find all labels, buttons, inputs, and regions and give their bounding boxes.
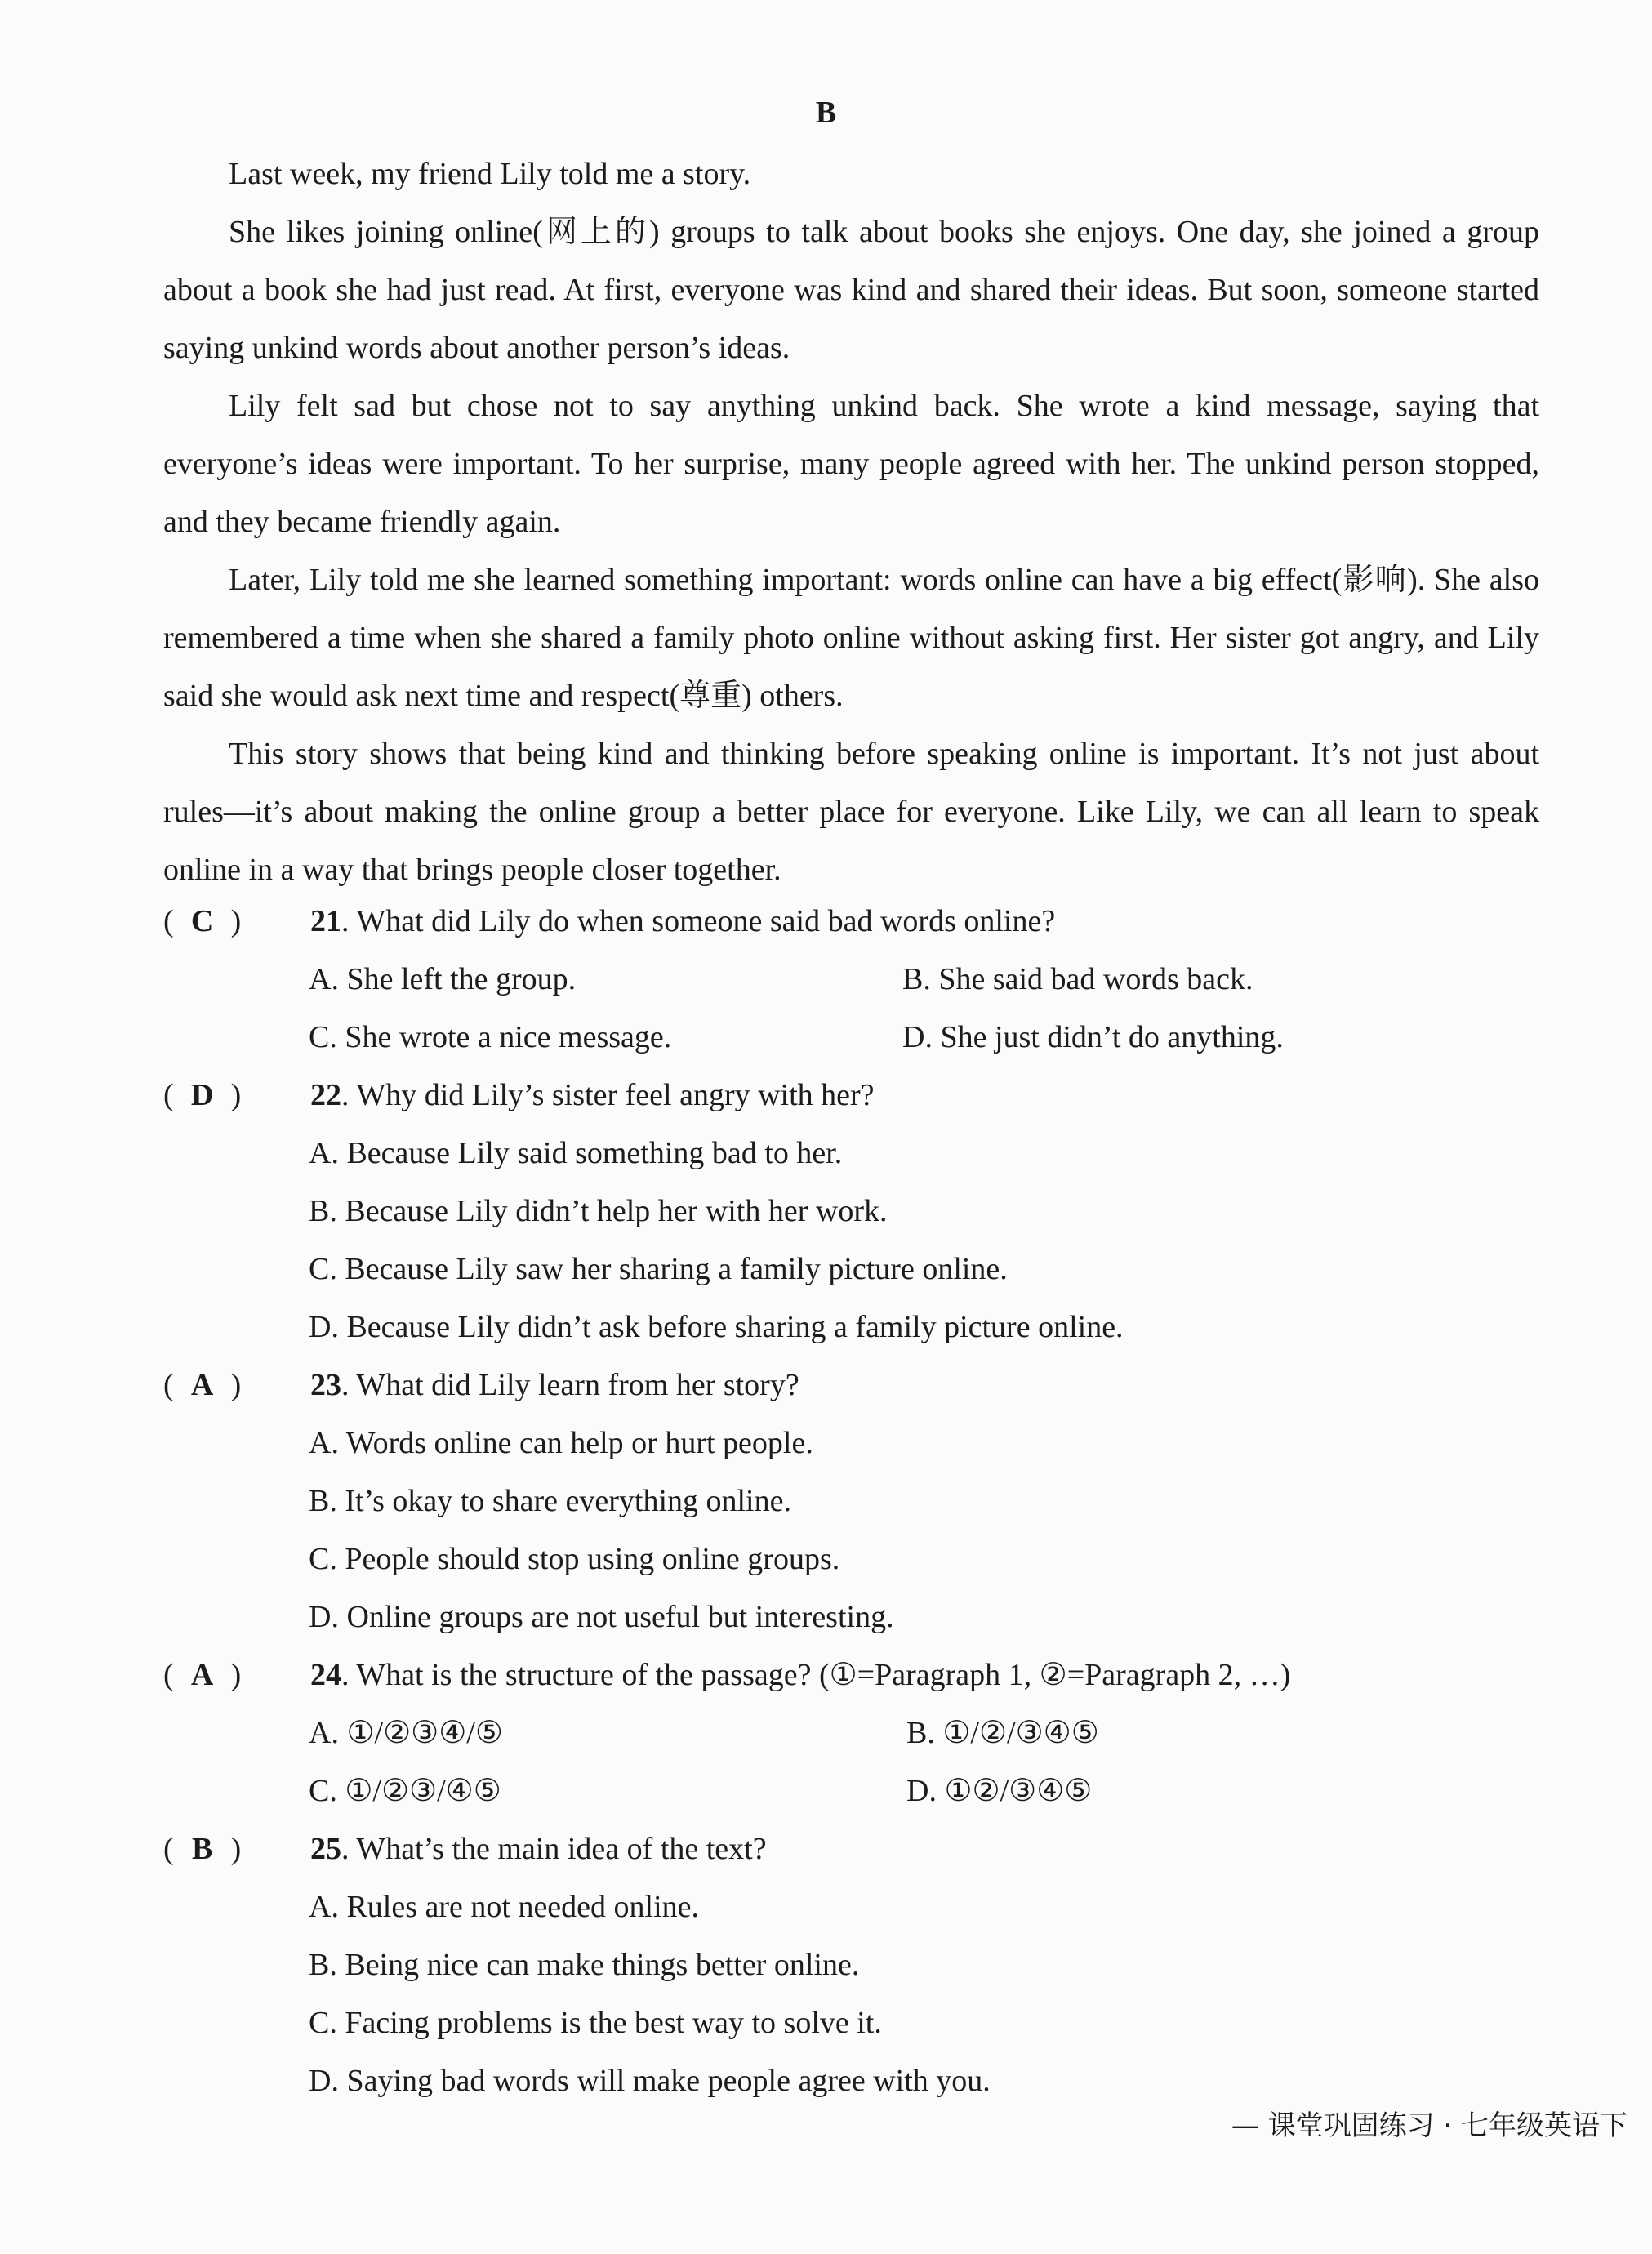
question-23: ( A ) 23. What did Lily learn from her story? <box>163 1356 799 1414</box>
answer-letter: C <box>190 904 214 938</box>
option-c: C. She wrote a nice message. <box>309 1020 672 1054</box>
option-b: B. She said bad words back. <box>902 962 1253 996</box>
answer-letter: A <box>190 1658 214 1692</box>
option-a: A. ①/②③④/⑤ <box>309 1716 503 1750</box>
answer-bracket: ( C ) <box>163 893 310 951</box>
question-stem: What did Lily learn from her story? <box>356 1368 799 1402</box>
option-d: D. Saying bad words will make people agree with you. <box>309 2064 991 2098</box>
answer-letter: B <box>191 1832 213 1866</box>
question-number: 21 <box>310 904 341 938</box>
answer-bracket: ( D ) <box>163 1067 310 1125</box>
section-label: B <box>815 96 837 130</box>
question-stem: What’s the main idea of the text? <box>356 1832 767 1866</box>
option-d: D. Because Lily didn’t ask before sharing a family picture online. <box>309 1310 1124 1344</box>
answer-bracket: ( A ) <box>163 1646 310 1704</box>
answer-bracket: ( A ) <box>163 1356 310 1414</box>
page-footer: — 课堂巩固练习 · 七年级英语下 <box>1231 2109 1628 2142</box>
option-a: A. Because Lily said something bad to her. <box>309 1136 843 1170</box>
option-c: C. People should stop using online groups. <box>309 1542 840 1576</box>
option-d: D. Online groups are not useful but interesting. <box>309 1600 894 1634</box>
option-a: A. She left the group. <box>309 962 577 996</box>
option-b: B. It’s okay to share everything online. <box>309 1484 791 1518</box>
question-number: 25 <box>310 1832 341 1866</box>
passage-paragraph-4: Later, Lily told me she learned something important: words online can have a big effect(影响). She also remembered a time when she shared a family photo online without asking first. Her sister got angry, and Lily said she would ask next time and respect(尊重) others. <box>163 563 1539 713</box>
option-c: C. ①/②③/④⑤ <box>309 1774 501 1808</box>
option-a: A. Rules are not needed online. <box>309 1890 700 1924</box>
option-c: C. Because Lily saw her sharing a family picture online. <box>309 1252 1008 1286</box>
option-b: B. Being nice can make things better online. <box>309 1948 860 1982</box>
passage-paragraph-3: Lily felt sad but chose not to say anything unkind back. She wrote a kind message, saying that everyone’s ideas were important. To her surprise, many people agreed with her. The unkind person stopped, and they became friendly again. <box>163 389 1539 539</box>
question-number: 23 <box>310 1368 341 1402</box>
passage-paragraph-5: This story shows that being kind and thinking before speaking online is important. It’s not just about rules—it’s about making the online group a better place for everyone. Like Lily, we can all learn to speak online in a way that brings people closer together. <box>163 737 1539 887</box>
question-22: ( D ) 22. Why did Lily’s sister feel angry with her? <box>163 1067 875 1125</box>
option-c: C. Facing problems is the best way to solve it. <box>309 2006 882 2040</box>
reading-passage <box>163 145 1539 899</box>
answer-letter: D <box>190 1078 214 1112</box>
question-stem: Why did Lily’s sister feel angry with her? <box>356 1078 875 1112</box>
answer-bracket: ( B ) <box>163 1820 310 1878</box>
option-b: B. Because Lily didn’t help her with her work. <box>309 1194 888 1228</box>
passage-paragraph-1: Last week, my friend Lily told me a story. <box>229 157 751 191</box>
option-d: D. ①②/③④⑤ <box>906 1774 1093 1808</box>
option-a: A. Words online can help or hurt people. <box>309 1426 813 1460</box>
question-stem: What is the structure of the passage? (①=Paragraph 1, ②=Paragraph 2, …) <box>356 1658 1291 1692</box>
answer-letter: A <box>190 1368 214 1402</box>
question-number: 22 <box>310 1078 341 1112</box>
question-24: ( A ) 24. What is the structure of the passage? (①=Paragraph 1, ②=Paragraph 2, …) <box>163 1646 1290 1704</box>
question-stem: What did Lily do when someone said bad words online? <box>356 904 1056 938</box>
option-d: D. She just didn’t do anything. <box>902 1020 1284 1054</box>
option-b: B. ①/②/③④⑤ <box>906 1716 1099 1750</box>
passage-paragraph-2: She likes joining online(网上的) groups to talk about books she enjoys. One day, she joined a group about a book she had just read. At first, everyone was kind and shared their ideas. But soon, someone started saying unkind words about another person’s ideas. <box>163 215 1539 365</box>
question-21: ( C ) 21. What did Lily do when someone said bad words online? <box>163 893 1055 951</box>
question-number: 24 <box>310 1658 341 1692</box>
question-25: ( B ) 25. What’s the main idea of the text? <box>163 1820 767 1878</box>
